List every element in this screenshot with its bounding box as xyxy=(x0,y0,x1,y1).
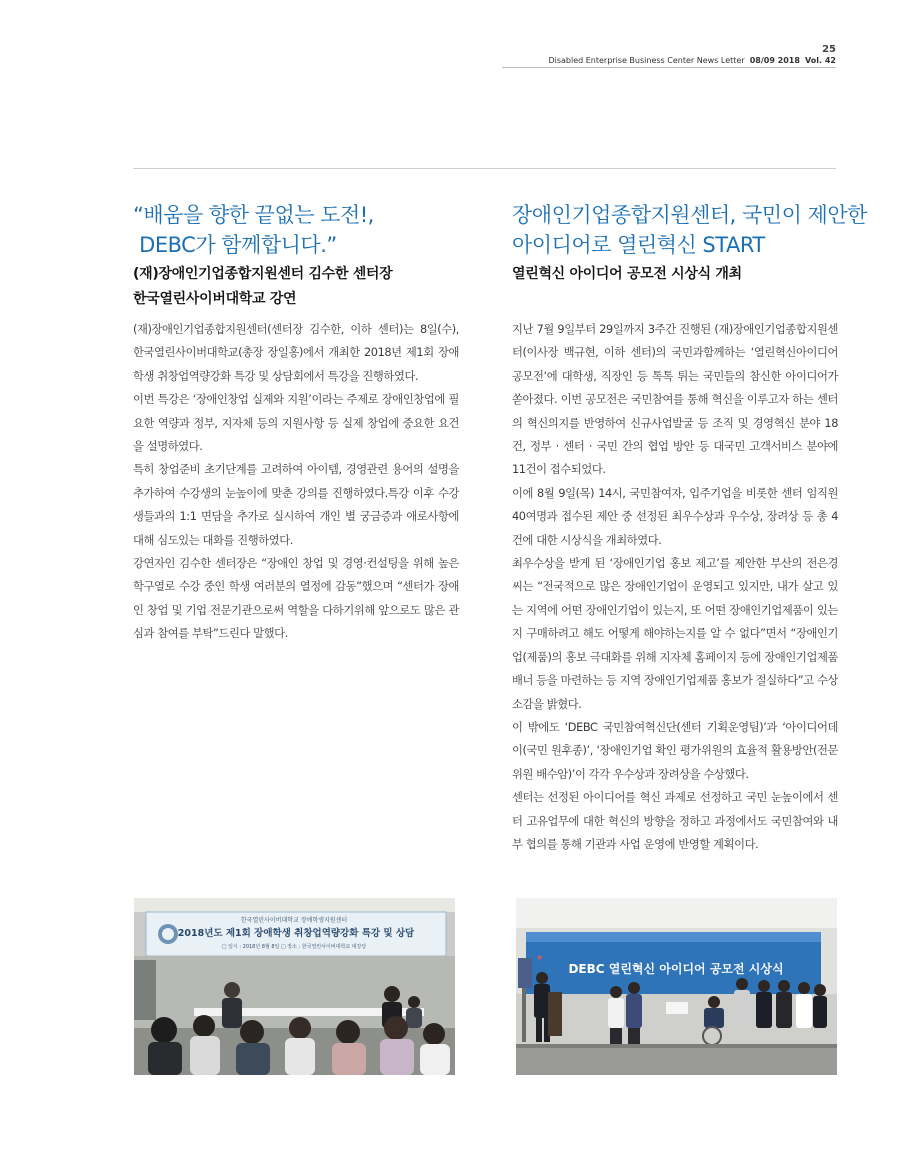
left-subtitle-line: (재)장애인기업종합지원센터 김수한 센터장 xyxy=(133,266,393,282)
left-title-line: DEBC가 함께합니다.” xyxy=(133,233,337,257)
photo-banner-line: □ 일시 : 2018년 8월 8일 □ 장소 : 한국열린사이버대학교 대강당 xyxy=(221,944,367,950)
right-paragraph: 지난 7월 9일부터 29일까지 3주간 진행된 (재)장애인기업종합지원센터(이사장 백규현, 이하 센터)의 국민과함께하는 ‘열린혁신아이디어 공모전’에 대학생, 직장인 등 톡톡 튀는 국민들의 참신한 아이디어가 쏟아졌다. 이번 공모전은 국민참여를 통해 혁신을 이루고자 하는 센터의 혁신의지를 반영하여 신규사업발굴 등 조직 및 경영혁신 분야 18건, 정부 · 센터 · 국민 간의 협업 방안 등 대국민 고객서비스 분야에 11건이 접수되었다. xyxy=(512,323,838,477)
right-title-line: 아이디어로 열린혁신 START xyxy=(512,233,765,257)
left-paragraph: 이번 특강은 ‘장애인창업 실제와 지원’이라는 주제로 장애인창업에 필요한 역량과 정부, 지자체 등의 지원사항 등 실제 창업에 중요한 요건을 설명하였다. xyxy=(133,393,459,454)
left-subtitle-line: 한국열린사이버대학교 강연 xyxy=(133,291,297,307)
left-article-body xyxy=(133,318,459,646)
newsletter-masthead xyxy=(548,56,836,65)
left-paragraph: (재)장애인기업종합지원센터(센터장 김수한, 이하 센터)는 8일(수), 한국열린사이버대학교(총장 장일홍)에서 개최한 2018년 제1회 장애학생 취창업역량강화 특강 및 상담회에서 특강을 진행하였다. xyxy=(133,323,459,383)
right-subtitle-line: 열린혁신 아이디어 공모전 시상식 개최 xyxy=(512,266,742,282)
right-paragraph: 이에 8월 9일(목) 14시, 국민참여자, 입주기업을 비롯한 센터 임직원 40여명과 접수된 제안 중 선정된 최우수상과 우수상, 장려상 등 총 4건에 대한 시상식을 개최하였다. xyxy=(512,486,838,547)
left-paragraph: 강연자인 김수한 센터장은 “장애인 창업 및 경영·컨설팅을 위해 높은 학구열로 수강 중인 학생 여러분의 열정에 감동”했으며 “센터가 장애인 창업 및 기업 전문기관으로써 역할을 다하기위해 앞으로도 많은 관심과 참여를 부탁”드린다 말했다. xyxy=(133,557,459,641)
right-article-body xyxy=(512,318,838,856)
header-divider xyxy=(502,67,836,68)
newsletter-name: Disabled Enterprise Business Center News Letter xyxy=(548,56,745,65)
right-article-heading xyxy=(512,200,867,287)
photo-banner-line: 한국열린사이버대학교 장애학생지원센터 xyxy=(240,917,348,924)
right-article-subtitle xyxy=(512,262,838,287)
left-paragraph: 특히 창업준비 초기단계를 고려하여 아이템, 경영관련 용어의 설명을 추가하여 수강생의 눈높이에 맞춘 강의를 진행하였다.특강 이후 수강생들과의 1:1 면담을 추가로 실시하여 개인 별 궁금증과 애로사항에 대해 심도있는 대화를 진행하였다. xyxy=(133,463,459,547)
lecture-photo xyxy=(134,898,455,1075)
right-paragraph: 센터는 선정된 아이디어를 혁신 과제로 선정하고 국민 눈높이에서 센터 고유업무에 대한 혁신의 방향을 정하고 과정에서도 국민참여와 내부 협의를 통해 기관과 사업 운영에 반영할 계획이다. xyxy=(512,791,838,851)
right-paragraph: 최우수상을 받게 된 ‘장애인기업 홍보 제고’를 제안한 부산의 전은경씨는 “전국적으로 많은 장애인기업이 운영되고 있지만, 내가 살고 있는 지역에 어떤 장애인기업이 있는지, 또 어떤 장애인기업제품이 있는지 구매하려고 해도 어떻게 해야하는지를 알 수 없다”면서 “장애인기업(제품)의 홍보 극대화를 위해 지자체 홈페이지 등에 장애인기업제품 배너 등을 마련하는 등 지역 장애인기업제품 홍보가 절실하다”고 수상 소감을 밝혔다. xyxy=(512,557,838,711)
section-divider xyxy=(133,168,836,169)
photo-banner-line: DEBC 열린혁신 아이디어 공모전 시상식 xyxy=(568,962,784,976)
issue-date: 08/09 2018 xyxy=(749,56,800,65)
left-article-title xyxy=(133,200,459,260)
photo-banner-line: 2018년도 제1회 장애학생 취창업역량강화 특강 및 상담 xyxy=(177,928,415,939)
award-photo-illustration xyxy=(516,898,837,1075)
left-article-subtitle xyxy=(133,262,459,312)
award-ceremony-photo xyxy=(516,898,837,1075)
right-article-title xyxy=(512,200,867,260)
right-paragraph: 이 밖에도 ‘DEBC 국민참여혁신단(센터 기획운영팀)’과 ‘아이디어데이(국민 원후종)’, ‘장애인기업 확인 평가위원의 효율적 활용방안(전문위원 배수암)’이 각각 우수상과 장려상을 수상했다. xyxy=(512,720,838,781)
left-article-heading xyxy=(133,200,459,312)
issue-volume: Vol. 42 xyxy=(805,56,836,65)
left-title-line: “배움을 향한 끝없는 도전!, xyxy=(133,203,374,227)
lecture-photo-illustration xyxy=(134,898,455,1075)
svg-text:★: ★ xyxy=(536,953,544,962)
right-title-line: 장애인기업종합지원센터, 국민이 제안한 xyxy=(512,203,867,227)
page-number: 25 xyxy=(822,44,836,55)
